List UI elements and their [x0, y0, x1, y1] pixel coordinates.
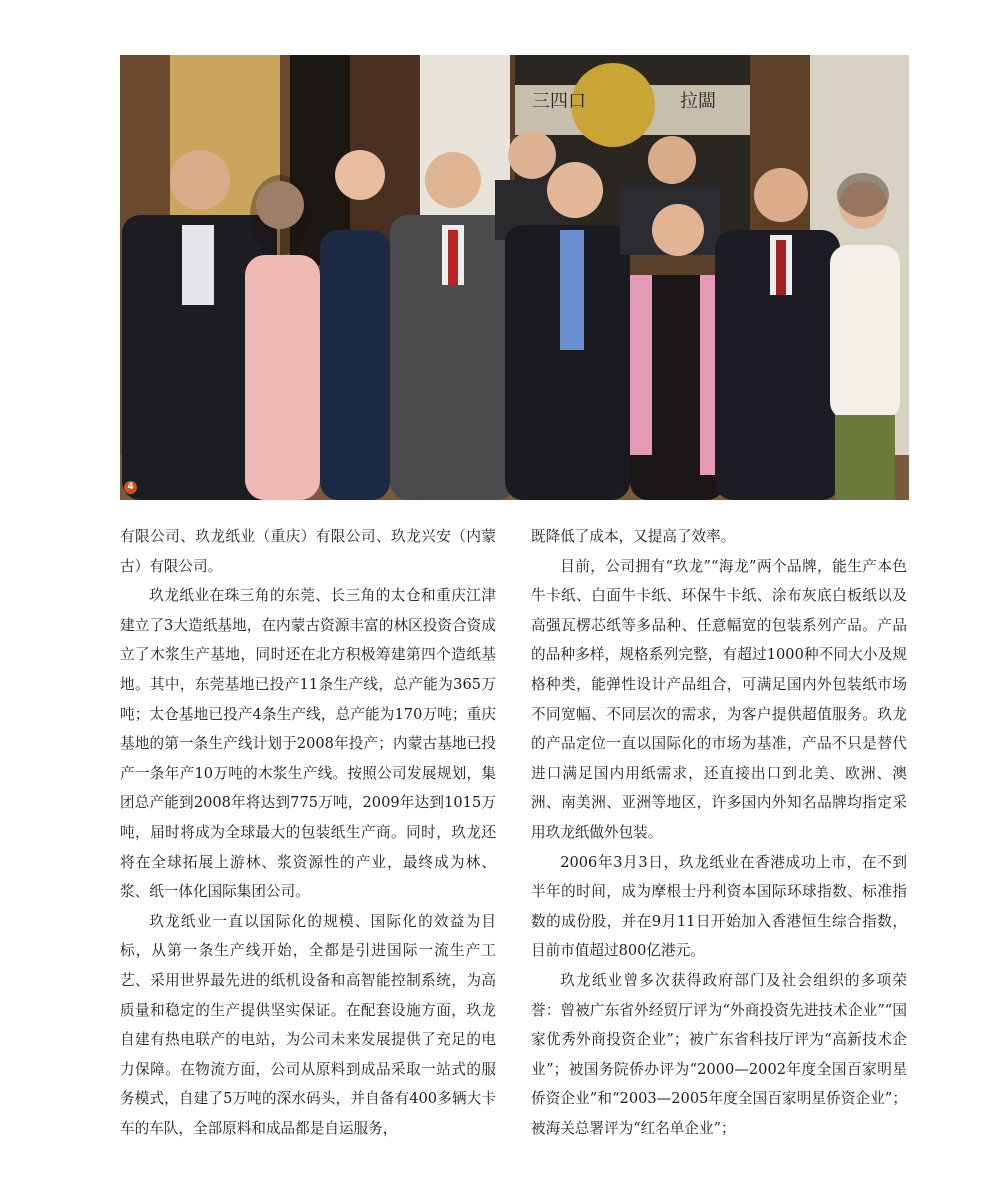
paragraph: 目前，公司拥有“玖龙”“海龙”两个品牌，能生产本色牛卡纸、白面牛卡纸、环保牛卡纸、涂布灰底白板纸以及高强瓦楞芯纸等多品种、任意幅宽的包装系列产品。产品的品种多样，规格系列完整，有超过1000种不同大小及规格种类，能弹性设计产品组合，可满足国内外包装纸市场不同宽幅、不同层次的需求，为客户提供超值服务。玖龙的产品定位一直以国际化的市场为基准，产品不只是替代进口满足国内用纸需求，还直接出口到北美、欧洲、澳洲、南美洲、亚洲等地区，许多国内外知名品牌均指定采用玖龙纸做外包装。: [531, 557, 907, 841]
painting-calligraphy-right: 拉闆: [680, 91, 716, 112]
group-photo-illustration: [120, 55, 909, 500]
right-text-column: [531, 522, 907, 1143]
paragraph: 有限公司、玖龙纸业（重庆）有限公司、玖龙兴安（内蒙古）有限公司。: [120, 528, 496, 575]
paragraph: 玖龙纸业在珠三角的东莞、长三角的太仓和重庆江津建立了3大造纸基地，在内蒙古资源丰富的林区投资合资成立了木浆生产基地，同时还在北方积极筹建第四个造纸基地。其中，东莞基地已投产11条生产线，总产能为365万吨；太仓基地已投产4条生产线，总产能为170万吨；重庆基地的第一条生产线计划于2008年投产；内蒙古基地已投产一条年产10万吨的木浆生产线。按照公司发展规划，集团总产能到2008年将达到775万吨，2009年达到1015万吨，届时将成为全球最大的包装纸生产商。同时，玖龙还将在全球拓展上游林、浆资源性的产业，最终成为林、浆、纸一体化国际集团公司。: [120, 587, 496, 901]
left-text-column: [120, 522, 496, 1143]
paragraph: 既降低了成本，又提高了效率。: [531, 528, 736, 545]
group-photo: [120, 55, 909, 500]
photo-number-badge: 4: [124, 481, 137, 494]
paragraph: 2006年3月3日，玖龙纸业在香港成功上市，在不到半年的时间，成为摩根士丹利资本国际环球指数、标准指数的成份股，并在9月11日开始加入香港恒生综合指数，目前市值超过800亿港元。: [531, 853, 907, 960]
paragraph: 玖龙纸业曾多次获得政府部门及社会组织的多项荣誉：曾被广东省外经贸厅评为“外商投资先进技术企业”“国家优秀外商投资企业”；被广东省科技厅评为“高新技术企业”；被国务院侨办评为“2000—2002年度全国百家明星侨资企业”和“2003—2005年度全国百家明星侨资企业”；被海关总署评为“红名单企业”；: [531, 971, 907, 1137]
paragraph: 玖龙纸业一直以国际化的规模、国际化的效益为目标，从第一条生产线开始，全都是引进国际一流生产工艺、采用世界最先进的纸机设备和高智能控制系统，为高质量和稳定的生产提供坚实保证。在配套设施方面，玖龙自建有热电联产的电站，为公司未来发展提供了充足的电力保障。在物流方面，公司从原料到成品采取一站式的服务模式，自建了5万吨的深水码头，并自备有400多辆大卡车的车队，全部原料和成品都是自运服务，: [120, 912, 496, 1137]
painting-calligraphy-left: 三四口: [532, 91, 586, 112]
